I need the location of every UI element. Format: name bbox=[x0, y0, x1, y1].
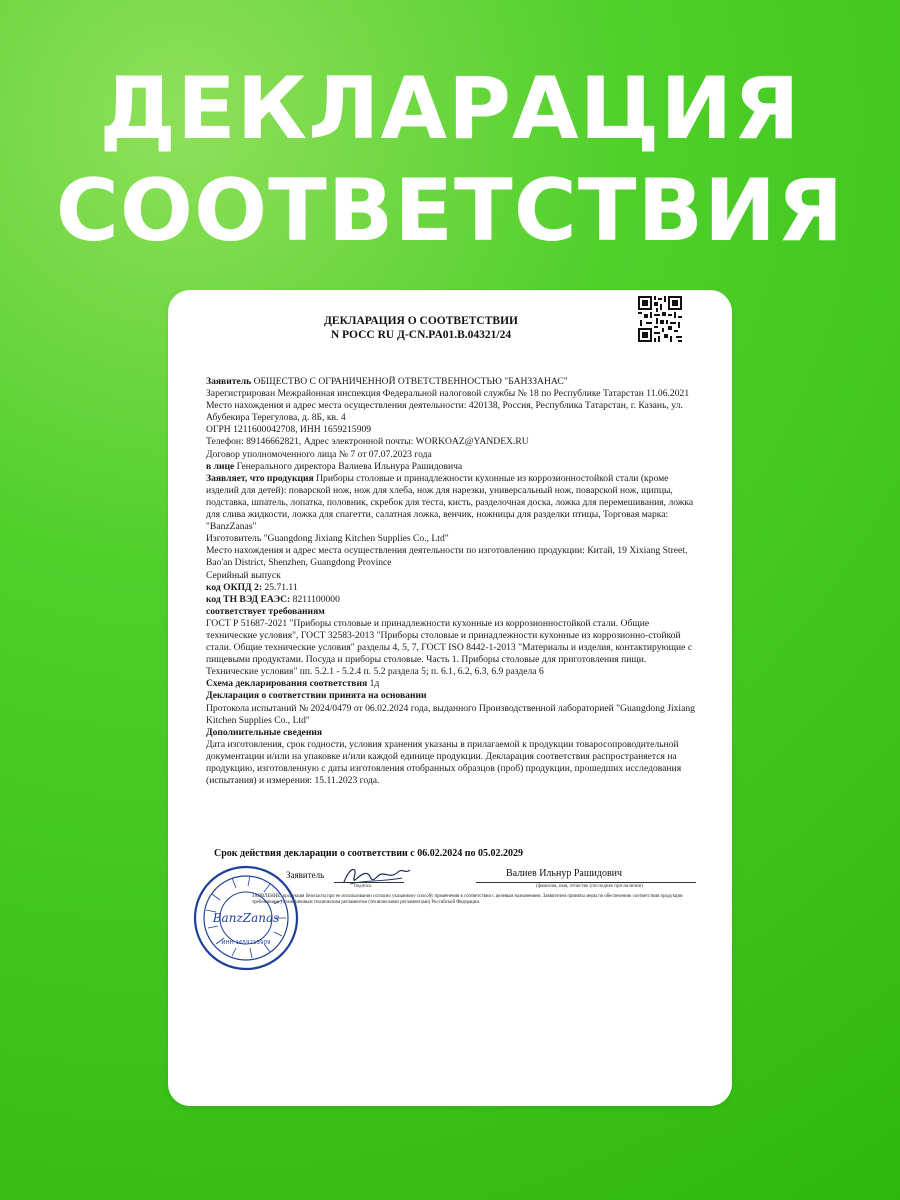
stamp-inn: ИНН 1659215909 bbox=[221, 940, 271, 946]
serial-text: Серийный выпуск bbox=[206, 569, 281, 581]
document-body bbox=[206, 376, 696, 787]
manufacturer-text: Изготовитель "Guangdong Jixiang Kitchen Supplies Co., Ltd" bbox=[206, 533, 449, 545]
banner-line-2: СООТВЕТСТВИЯ bbox=[55, 161, 845, 261]
tnved-value: 8211100000 bbox=[290, 593, 340, 605]
scheme-line bbox=[206, 678, 696, 690]
name-line bbox=[476, 882, 696, 883]
person-value: Генерального директора Валиева Ильнура Рашидовича bbox=[234, 460, 463, 472]
banner-line-1: ДЕКЛАРАЦИЯ bbox=[99, 59, 801, 159]
applicant-line bbox=[206, 376, 696, 388]
complies-label-text: соответствует требованиям bbox=[206, 605, 325, 617]
signer-name: Валиев Ильнур Рашидович bbox=[506, 868, 623, 879]
basis-text: Протокола испытаний № 2024/0479 от 06.02.2024 года, выданного Производственной лабораторией "Guangdong Jixiang Kitchen Supplies Co., Ltd" bbox=[206, 702, 695, 726]
applicant-label: Заявитель bbox=[206, 376, 252, 387]
okpd-line bbox=[206, 582, 696, 594]
scheme-label: Схема декларирования соответствия bbox=[206, 678, 368, 690]
scheme-value: 1д bbox=[367, 678, 380, 690]
ogrn-text: ОГРН 1211600042708, ИНН 1659215909 bbox=[206, 424, 372, 436]
declaration-card bbox=[168, 290, 732, 1106]
registration-text: Зарегистрирован Межрайонная инспекция Федеральной налоговой службы № 18 по Республике Татарстан 11.06.2021 bbox=[206, 388, 690, 400]
validity-period: Срок действия декларации о соответствии с 06.02.2024 по 05.02.2029 bbox=[214, 848, 524, 859]
complies-label bbox=[206, 606, 696, 618]
person-line bbox=[206, 461, 696, 473]
contacts-text: Телефон: 89146662821, Адрес электронной почты: WORKOAZ@YANDEX.RU bbox=[206, 436, 529, 448]
contract-text: Договор уполномоченного лица № 7 от 07.07.2023 года bbox=[206, 448, 432, 460]
handwritten-signature-icon bbox=[340, 860, 412, 890]
name-caption: (фамилия, имя, отчество (последнее при наличии) bbox=[536, 884, 644, 889]
person-label: в лице bbox=[206, 460, 235, 472]
manufacturer-address-text: Место нахождения и адрес места осуществления деятельности по изготовлению продукции: Китай, 19 Xixiang Street, Bao'an District, Shenzhen, Guangdong Province bbox=[206, 545, 688, 569]
additional-label bbox=[206, 727, 696, 739]
tnved-label: код ТН ВЭД ЕАЭС: bbox=[206, 593, 291, 605]
declaration-footnote: ЗАЯВЛЕНИЕ: продукция безопасна при ее использовании согласно указанному способу применения в соответствии с целевым назначением. Заявителем приняты меры по обеспечению соответствия продукции требованиям, установленным техническим регламентом (техническими регламентами) Российской Федерации. bbox=[252, 894, 683, 905]
requirements-text: ГОСТ Р 51687-2021 "Приборы столовые и принадлежности кухонные из коррозионностойкой стали. Общие технические условия", ГОСТ 32583-2013 "Приборы столовые и принадлежности кухонные из коррозионно-стойкой стали. Общие технические условия" разделы 4, 5, 7, ГОСТ ISO 8442-1-2013 "Материалы и изделия, контактирующие с пищевыми продуктами. Посуда и приборы столовые. Часть 1. Приборы столовые для приготовления пищи. Технические условия" пп. 5.2.1 - 5.2.4 п. 5.2 раздела 5; п. 6.1, 6.2, 6.3, 6.9 раздела 6 bbox=[206, 617, 693, 678]
page-banner bbox=[0, 58, 900, 262]
basis-label-text: Декларация о соответствии принята на основании bbox=[206, 690, 427, 702]
declares-line bbox=[206, 473, 696, 533]
basis-label bbox=[206, 690, 696, 702]
stamp-brand: BanzZanas bbox=[212, 911, 280, 925]
address-text: Место нахождения и адрес места осуществления деятельности: 420138, Россия, Республика Татарстан, г. Казань, ул. Абубекира Терегулова, д. 8Б, кв. 4 bbox=[206, 400, 683, 424]
additional-text: Дата изготовления, срок годности, условия хранения указаны в прилагаемой к продукции товаросопроводительной документации и/или на упаковке и/или каждой единице продукции. Декларация соответствия распространяется на продукцию, изготовленную с даты изготовления отобранных образцов (проб) продукции, прошедших исследования (испытания) и измерения: 15.11.2023 года. bbox=[206, 738, 682, 787]
okpd-label: код ОКПД 2: bbox=[206, 581, 263, 593]
additional-label-text: Дополнительные сведения bbox=[206, 726, 323, 738]
okpd-value: 25.71.11 bbox=[262, 581, 298, 593]
signature-caption: подпись bbox=[354, 884, 372, 889]
document-header bbox=[168, 314, 674, 342]
tnved-line bbox=[206, 594, 696, 606]
declares-label: Заявляет, что продукция bbox=[206, 472, 314, 484]
signer-label: Заявитель bbox=[286, 870, 325, 880]
declares-value: Приборы столовые и принадлежности кухонные из коррозионностойкой стали (кроме изделий для детей): поварской нож, нож для хлеба, нож для нарезки, универсальный нож, поварской нож, щипцы, подставка, шпатель, лопатка, половник, скребок для теста, кисть, разделочная доска, ложка для перемешивания, ложка для слива жидкости, ложка для спагетти, салатная ложка, венчик, ножницы для разделки птицы, Торговая марка: "BanzZanas" bbox=[206, 472, 694, 533]
document-title: ДЕКЛАРАЦИЯ О СООТВЕТСТВИИ bbox=[324, 315, 518, 327]
applicant-value: ОБЩЕСТВО С ОГРАНИЧЕННОЙ ОТВЕТСТВЕННОСТЬЮ "БАНЗЗАНАС" bbox=[251, 376, 568, 387]
document-number: N РОСС RU Д-CN.PA01.B.04321/24 bbox=[330, 329, 512, 341]
company-stamp-icon bbox=[192, 864, 300, 972]
